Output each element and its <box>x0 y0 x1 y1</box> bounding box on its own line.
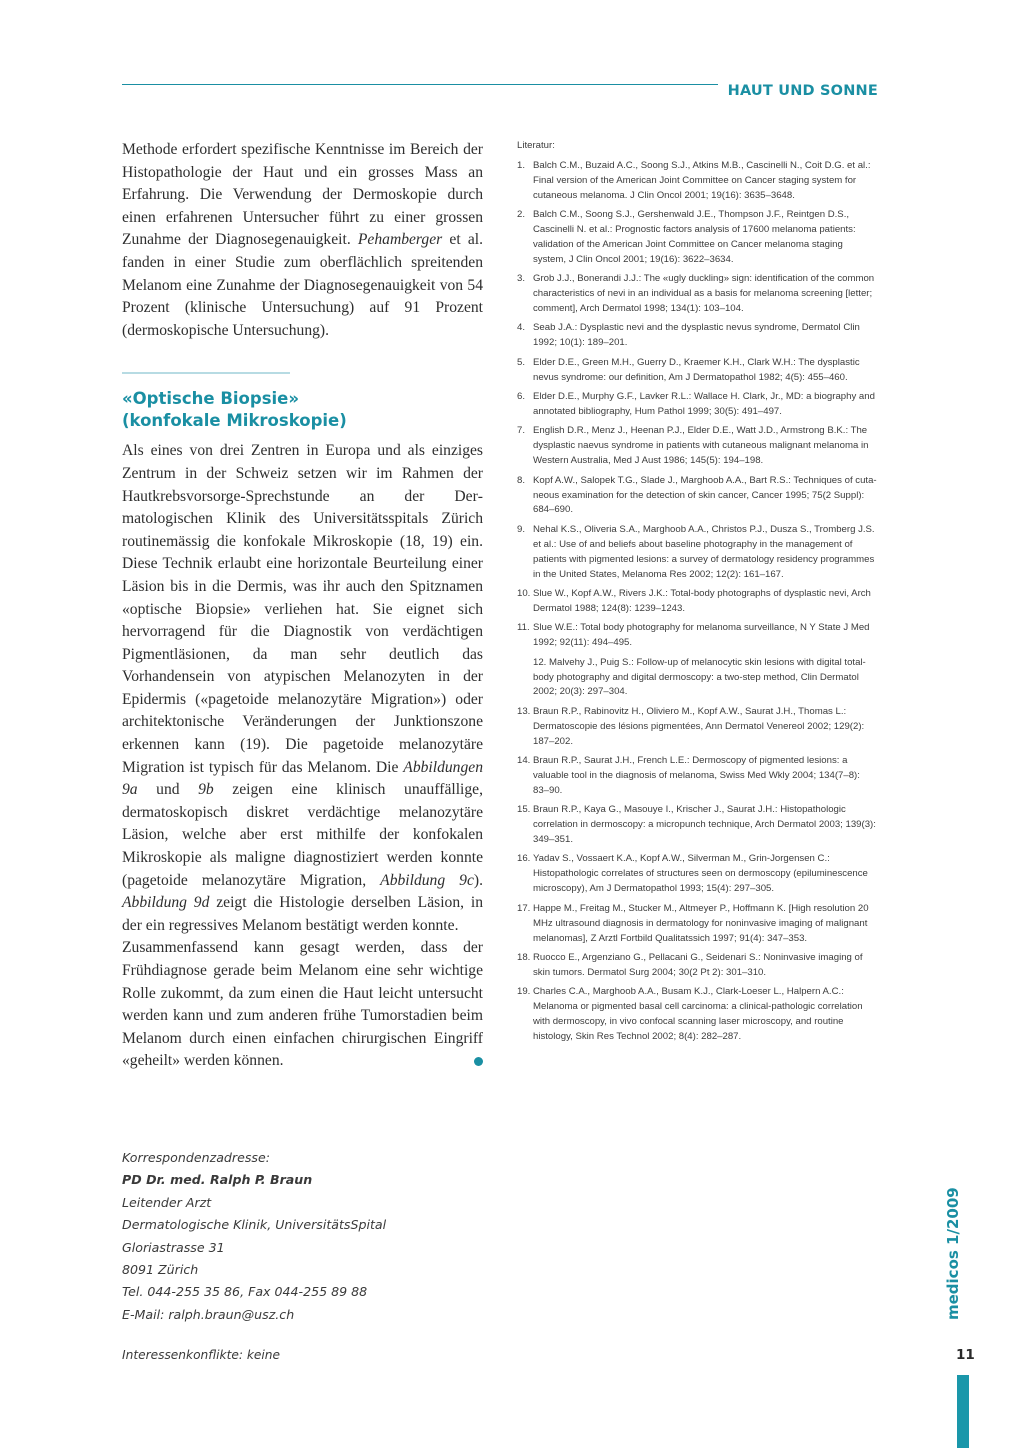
reference-number: 7. <box>517 425 526 437</box>
reference-number: 17. <box>517 902 531 914</box>
contact-label: Korrespondenzadresse: <box>122 1150 270 1165</box>
figure-reference: Abbildung 9d <box>122 894 210 912</box>
reference-item <box>517 587 877 617</box>
reference-number: 15. <box>517 804 531 816</box>
heading-line-1: «Optische Biopsie» <box>122 389 300 409</box>
reference-text: 12. Malvehy J., Puig S.: Follow-up of melanocytic skin lesions with digital total-body photography and digital dermoscopy: a two-step method, Clin Dermatol 2002; 20(3): 297–304. <box>533 656 866 698</box>
reference-number: 11. <box>517 622 530 634</box>
reference-text: Yadav S., Vossaert K.A., Kopf A.W., Silverman M., Grin-Jorgensen C.: Histopathologic correlates of structures seen on dermoscopy (epiluminescence microscopy), Am J Dermatopathol 1993; 15(4): 297–305. <box>533 853 868 895</box>
reference-item <box>517 356 877 386</box>
section-title: HAUT UND SONNE <box>727 83 878 99</box>
reference-item <box>517 208 877 268</box>
reference-number: 9. <box>517 523 526 535</box>
reference-text: Nehal K.S., Oliveria S.A., Marghoob A.A., Christos P.J., Dusza S., Tromberg J.S. et al.: Use of and beliefs about baseline photography in the management of patients with pigmented lesions: a survey of dermatology residency programmes in the United States, Melanoma Res 2002; 12(2): 161–167. <box>533 523 875 580</box>
reference-text: Kopf A.W., Salopek T.G., Slade J., Marghoob A.A., Bart R.S.: Techniques of cutaneous examination for the detection of skin cancer, Cancer 1995; 75(2 Suppl): 684–690. <box>533 474 877 516</box>
literature-column <box>517 139 877 1049</box>
author-name: Pehamberger <box>357 231 443 249</box>
reference-text: Balch C.M., Soong S.J., Gershenwald J.E., Thompson J.F., Reintgen D.S., Cascinelli N. et al.: Prognostic factors analysis of 17600 melanoma patients: validation of the American Joint Committee on Cancer melanoma staging system, J Clin Oncol 2001; 19(16): 3622–3634. <box>533 209 856 265</box>
heading-line-2: (konfokale Mikroskopie) <box>122 411 347 431</box>
reference-list <box>517 159 877 1045</box>
reference-item <box>517 803 877 848</box>
literature-title: Literatur: <box>517 140 555 151</box>
reference-text: Seab J.A.: Dysplastic nevi and the dysplastic nevus syndrome, Dermatol Clin 1992; 10(1): 189–201. <box>533 322 860 349</box>
contact-city: 8091 Zürich <box>122 1262 199 1278</box>
reference-text: Braun R.P., Kaya G., Masouye I., Krischer J., Saurat J.H.: Histopathologic correlation in dermoscopy: a micropunch technique, Arch Dermatol 2003; 139(3): 349–351. <box>533 804 876 846</box>
reference-item <box>517 272 877 317</box>
correspondence-address <box>122 1147 483 1326</box>
paragraph-text: Als eines von drei Zentren in Europa und als einziges Zentrum in der Schweiz setzen wir im Rahmen der Hautkrebsvorsorge-Sprechstunde an der Dermatologischen Klinik des Universitätsspitals Zürich routinemässig die konfokale Mikroskopie (18, 19) ein. Diese Technik erlaubt eine horizontale Beurteilung einer Läsion bis in die Dermis, was ihr auch den Spitznamen «optische Biopsie» verliehen hat. Sie eignet sich hervorragend für die Diagnostik von verdächtigen Pigmentläsionen, da man sehr deutlich das Vorhandensein von atypischen Melanozyten in der Epidermis («pagetoide melanozytäre Migration») oder architektonische Veränderungen der Junktionszone erkennen kann (19). Die pagetoide melanozytäre Migration ist typisch für das Melanom. Die <box>122 442 483 776</box>
section-heading <box>122 388 483 432</box>
reference-text: English D.R., Menz J., Heenan P.J., Elder D.E., Watt J.D., Armstrong B.K.: The dysplastic naevus syndrome in patients with cutaneous malignant melanoma in Western Australia, Med J Aust 1986; 145(5): 194–198. <box>533 425 869 467</box>
reference-number: 8. <box>517 474 526 486</box>
contact-position: Leitender Arzt <box>122 1194 212 1210</box>
intro-paragraph <box>122 139 483 342</box>
intro-text: Methode erfordert spezifische Kenntnisse im Bereich der Histopathologie der Haut und ein grosses Mass an Erfahrung. Die Verwendung der Dermoskopie durch einen erfahrenen Untersucher führt zu einer grossen Zunahme der Diagnosegenauigkeit. <box>122 141 483 249</box>
reference-item <box>517 424 877 469</box>
reference-number: 6. <box>517 391 526 403</box>
figure-reference: Abbildungen 9a <box>122 758 483 799</box>
reference-item <box>517 523 877 583</box>
reference-number: 19. <box>517 986 531 998</box>
summary-paragraph <box>122 937 483 1073</box>
reference-item <box>517 985 877 1045</box>
reference-text: Happe M., Freitag M., Stucker M., Altmeyer P., Hoffmann K. [High resolution 20 MHz ultrasound diagnosis in dermatology for noninvasive imaging of malignant melanomas], Z Arztl Fortbild Qualitatssich 1997; 91(4): 347–353. <box>533 902 869 944</box>
reference-number: 5. <box>517 356 526 368</box>
reference-item <box>517 321 877 351</box>
reference-item <box>517 621 877 651</box>
page-number: 11 <box>956 1347 975 1363</box>
paragraph-text: Zusammenfassend kann gesagt werden, dass der Frühdiagnose gerade beim Melanom eine sehr wichtige Rolle zukommt, da zum einen die Haut leicht untersucht werden kann und zum anderen frühe Tumorstadien beim Melanom durch einen einfachen chirurgischen Eingriff «geheilt» werden können. <box>122 939 483 1070</box>
contact-street: Gloriastrasse 31 <box>122 1239 225 1255</box>
confocal-paragraph <box>122 440 483 937</box>
reference-text: Slue W.E.: Total body photography for melanoma surveillance, N Y State J Med 1992; 92(11): 494–495. <box>533 622 870 649</box>
reference-item <box>517 852 877 897</box>
figure-reference: Abbildung 9c <box>380 871 474 889</box>
header-rule <box>122 84 718 85</box>
reference-item <box>517 159 877 204</box>
reference-text: Elder D.E., Green M.H., Guerry D., Kraemer K.H., Clark W.H.: The dysplastic nevus syndrome: our definition, Am J Dermatopathol 1982; 4(5): 455–460. <box>533 356 860 383</box>
paragraph-text: und <box>137 781 199 799</box>
reference-text: Grob J.J., Bonerandi J.J.: The «ugly duckling» sign: identification of the common characteristics of nevi in an individual as a basis for melanoma screening [letter; comment], Arch Dermatol 1998; 134(1): 103–104. <box>533 273 875 315</box>
intro-text: et al. fanden in einer Studie zum oberflächlich spreitenden Melanom eine Zunahme der Diagnosegenauigkeit von 54 Prozent (klinische Untersuchung) auf 91 Prozent (dermoskopische Untersuchung). <box>122 231 483 339</box>
paragraph-text: ). <box>473 871 483 889</box>
contact-name: PD Dr. med. Ralph P. Braun <box>122 1172 313 1188</box>
reference-item <box>517 902 877 947</box>
paragraph-text: zeigen eine klinisch unauffällige, dermatoskopisch diskret verdächtige melanozytäre Läsion, welche aber erst mithilfe der konfokalen Mikroskopie als maligne diagnostiziert werden konnte (pagetoide melanozytäre Migration, <box>122 781 483 889</box>
contact-email: E-Mail: ralph.braun@usz.ch <box>122 1306 295 1322</box>
reference-number: 10. <box>517 587 531 599</box>
reference-text: Slue W., Kopf A.W., Rivers J.K.: Total-body photographs of dysplastic nevi, Arch Dermatol 1988; 124(8): 1239–1243. <box>533 587 871 614</box>
paragraph-text: zeigt die Histologie derselben Läsion, in der ein regressives Melanom bestätigt werden konnte. <box>122 894 483 934</box>
article-body-column <box>122 139 483 1073</box>
reference-text: Braun R.P., Rabinovitz H., Oliviero M., Kopf A.W., Saurat J.H., Thomas L.: Dermatoscopie des lésions pigmentées, Ann Dermatol Venereol 2002; 129(2): 187–202. <box>533 705 865 747</box>
contact-phone-fax: Tel. 044-255 35 86, Fax 044-255 89 88 <box>122 1284 368 1300</box>
end-of-article-dot-icon <box>474 1057 483 1066</box>
reference-number: 2. <box>517 209 526 221</box>
reference-item <box>517 656 877 701</box>
reference-number: 14. <box>517 755 531 767</box>
reference-number: 1. <box>517 159 526 171</box>
reference-text: Braun R.P., Saurat J.H., French L.E.: Dermoscopy of pigmented lesions: a valuable tool in the diagnosis of melanoma, Swiss Med Wkly 2004; 134(7–8): 83–90. <box>533 755 860 796</box>
reference-item <box>517 390 877 420</box>
page-accent-bar <box>957 1375 969 1448</box>
reference-text: Charles C.A., Marghoob A.A., Busam K.J., Clark-Loeser L., Halpern A.C.: Melanoma or pigmented basal cell carcinoma: a clinical-pathologic correlation with dermoscopy, in vivo confocal scanning laser microscopy, and routine histology, Skin Res Technol 2002; 8(4): 282–287. <box>533 986 863 1042</box>
reference-number: 16. <box>517 853 531 865</box>
reference-item <box>517 705 877 750</box>
reference-number: 3. <box>517 273 526 285</box>
reference-item <box>517 754 877 799</box>
reference-item <box>517 951 877 981</box>
reference-text: Balch C.M., Buzaid A.C., Soong S.J., Atkins M.B., Cascinelli N., Coit D.G. et al.: Final version of the American Joint Committee on Cancer staging system for cutaneous melanoma. J Clin Oncol 2001; 19(16): 3635–3648. <box>533 159 871 201</box>
reference-text: Elder D.E., Murphy G.F., Lavker R.L.: Wallace H. Clark, Jr., MD: a biography and annotated bibliography, Hum Pathol 1999; 30(5): 491–497. <box>533 391 875 417</box>
section-divider <box>122 372 290 374</box>
reference-number: 4. <box>517 322 526 334</box>
reference-text: Ruocco E., Argenziano G., Pellacani G., Seidenari S.: Noninvasive imaging of skin tumors. Dermatol Surg 2004; 30(2 Pt 2): 301–310. <box>533 951 863 978</box>
reference-item <box>517 474 877 519</box>
conflict-of-interest: Interessenkonflikte: keine <box>122 1348 281 1362</box>
journal-issue-label: medicos 1/2009 <box>944 1187 962 1320</box>
figure-reference: 9b <box>198 781 214 799</box>
reference-number: 18. <box>517 951 531 963</box>
reference-number: 13. <box>517 705 531 717</box>
contact-institution: Dermatologische Klinik, UniversitätsSpital <box>122 1217 387 1233</box>
